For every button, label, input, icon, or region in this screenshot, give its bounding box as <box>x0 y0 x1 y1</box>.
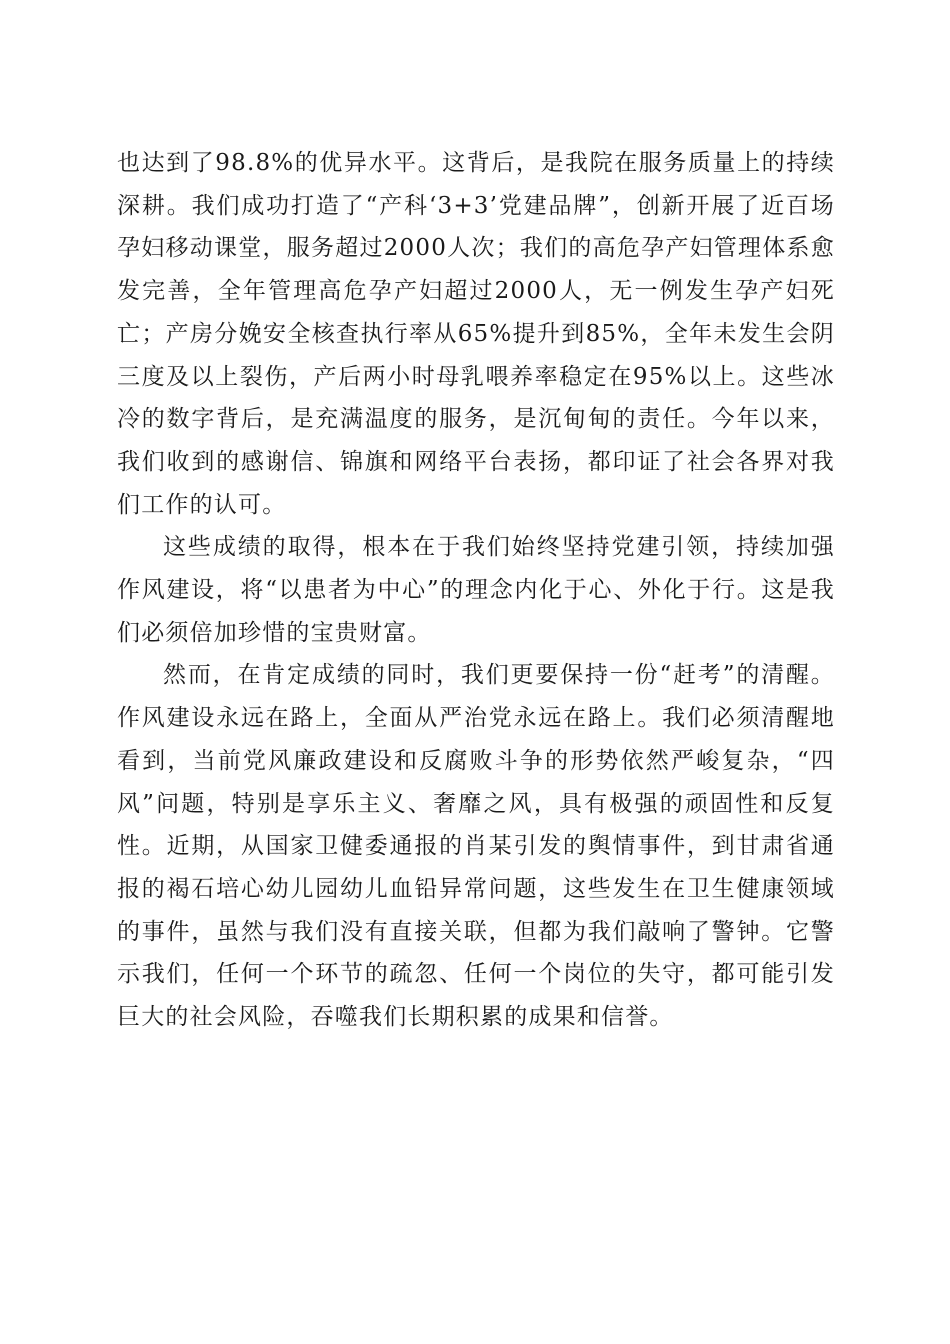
paragraph-achievements: 这些成绩的取得，根本在于我们始终坚持党建引领，持续加强作风建设，将“以患者为中心”的理念内化于心、外化于行。这是我们必须倍加珍惜的宝贵财富。 <box>117 534 835 646</box>
paragraph-continuation: 也达到了98.8%的优异水平。这背后，是我院在服务质量上的持续深耕。我们成功打造了“产科‘3+3’党建品牌”，创新开展了近百场孕妇移动课堂，服务超过2000人次；我们的高危孕产妇管理体系愈发完善，全年管理高危孕产妇超过2000人，无一例发生孕产妇死亡；产房分娩安全核查执行率从65%提升到85%，全年未发生会阴三度及以上裂伤，产后两小时母乳喂养率稳定在95%以上。这些冰冷的数字背后，是充满温度的服务，是沉甸甸的责任。今年以来，我们收到的感谢信、锦旗和网络平台表扬，都印证了社会各界对我们工作的认可。 <box>117 150 835 518</box>
body-text <box>117 142 835 1039</box>
paragraph-warning: 然而，在肯定成绩的同时，我们更要保持一份“赶考”的清醒。作风建设永远在路上，全面从严治党永远在路上。我们必须清醒地看到，当前党风廉政建设和反腐败斗争的形势依然严峻复杂，“四风”问题，特别是享乐主义、奢靡之风，具有极强的顽固性和反复性。近期，从国家卫健委通报的肖某引发的舆情事件，到甘肃省通报的褐石培心幼儿园幼儿血铅异常问题，这些发生在卫生健康领域的事件，虽然与我们没有直接关联，但都为我们敲响了警钟。它警示我们，任何一个环节的疏忽、任何一个岗位的失守，都可能引发巨大的社会风险，吞噬我们长期积累的成果和信誉。 <box>117 662 835 1031</box>
